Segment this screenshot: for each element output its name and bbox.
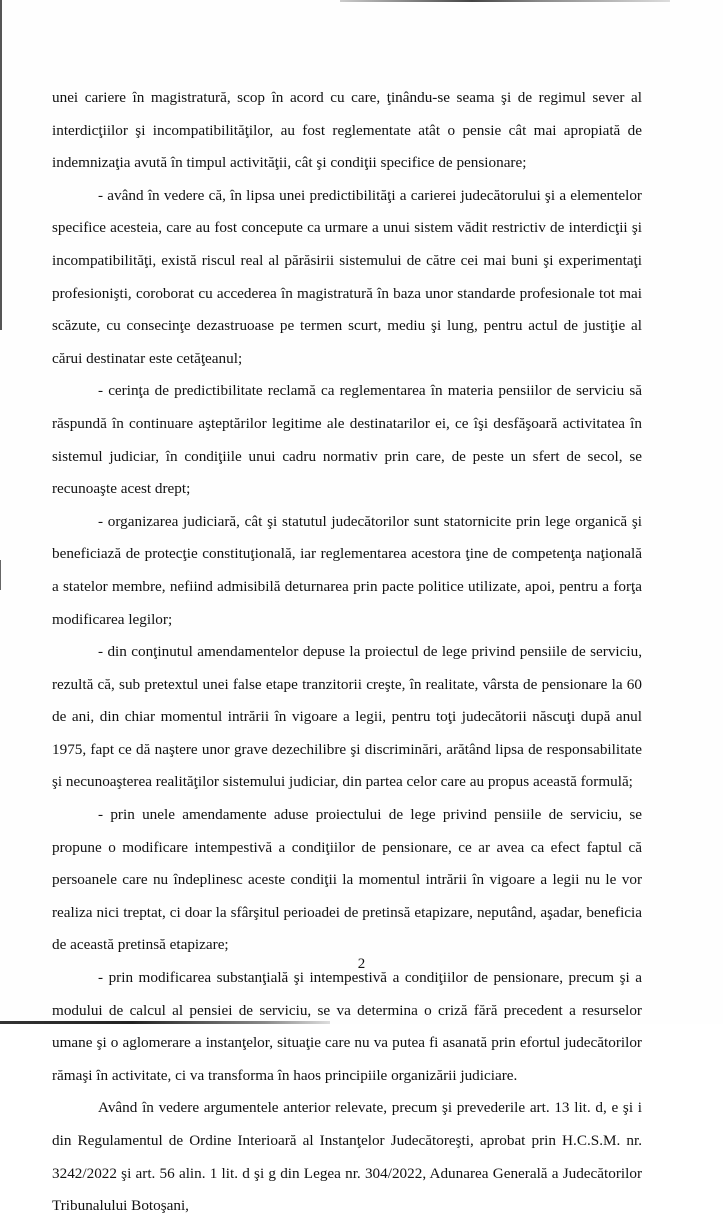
paragraph-amendments: - din conţinutul amendamentelor depuse la proiectul de lege privind pensiile de serviciu, rezultă că, sub pretextul unei false etape tranzitorii creşte, în realitate, vârsta de pensionare la 60 de ani, din chiar momentul intrării în vigoare a legii, pentru toţi judecătorii născuţi după anul 1975, fapt ce dă naştere unor grave dezechilibre şi discriminări, arătând lipsa de responsabilitate şi necunoaşterea realităţilor sistemului judiciar, din partea celor care au propus această formulă; xyxy=(52,643,642,791)
document-body xyxy=(52,82,642,1223)
paragraph-conclusion: Având în vedere argumentele anterior relevate, precum şi prevederile art. 13 lit. d, e şi i din Regulamentul de Ordine Interioară al Instanţelor Judecătoreşti, aprobat prin H.C.S.M. nr. 3242/2022 şi art. 56 alin. 1 lit. d şi g din Legea nr. 304/2022, Adunarea Generală a Judecătorilor Tribunalului Botoşani, xyxy=(52,1099,642,1215)
paragraph-predictibility: - având în vedere că, în lipsa unei predictibilităţi a carierei judecătorului şi a elementelor specifice acesteia, care au fost concepute ca urmare a unui sistem vădit restrictiv de interdicţii şi incompatibilităţi, există riscul real al părăsirii sistemului de către cei mai buni şi experimentaţi profesionişti, coroborat cu accederea în magistratură în baza unor standarde profesionale tot mai scăzute, cu consecinţe dezastruoase pe termen scurt, mediu şi lung, pentru actul de justiţie al cărui destinatar este cetăţeanul; xyxy=(52,186,642,367)
scan-edge xyxy=(0,560,1,590)
paragraph-continuation: unei cariere în magistratură, scop în acord cu care, ţinându-se seama şi de regimul sever al interdicţiilor şi incompatibilităţilor, au fost reglementate atât o pensie cât mai apropiată de indemnizaţia avută în timpul activităţii, cât şi condiţii specifice de pensionare; xyxy=(52,89,642,172)
scan-edge xyxy=(0,0,2,330)
paragraph-organization: - organizarea judiciară, cât şi statutul judecătorilor sunt statornicite prin lege organică şi beneficiază de protecţie constituţională, iar reglementarea acestora ţine de competenţa naţională a statelor membre, nefiind admisibilă deturnarea prin pacte politice utilizate, apoi, pentru a forţa modificarea legilor; xyxy=(52,512,642,628)
paragraph-requirement: - cerinţa de predictibilitate reclamă ca reglementarea în materia pensiilor de serviciu să răspundă în continuare aşteptărilor legitime ale destinatarilor ei, ce îşi desfăşoară activitatea în sistemul judiciar, în condiţiile unui cadru normativ prin care, de peste un sfert de secol, se recunoaşte acest drept; xyxy=(52,382,642,498)
scan-edge xyxy=(340,0,670,2)
page-number: 2 xyxy=(357,956,366,972)
paragraph-crisis: - prin modificarea substanţială şi intempestivă a condiţiilor de pensionare, precum şi a modului de calcul al pensiei de serviciu, se va determina o criză fără precedent a resurselor umane şi o aglomerare a instanţelor, situaţie care nu va putea fi asanată prin efortul judecătorilor rămaşi în activitate, ci va transforma în haos principiile organizării judiciare. xyxy=(52,969,642,1084)
paragraph-modification: - prin unele amendamente aduse proiectului de lege privind pensiile de serviciu, se propune o modificare intempestivă a condiţiilor de pensionare, ce ar avea ca efect faptul că persoanele care nu îndeplinesc aceste condiţii la momentul intrării în vigoare a legii nu le vor realiza nici treptat, ci doar la sfârşitul perioadei de pretinsă etapizare, neputând, aşadar, beneficia de această pretinsă etapizare; xyxy=(52,806,642,954)
